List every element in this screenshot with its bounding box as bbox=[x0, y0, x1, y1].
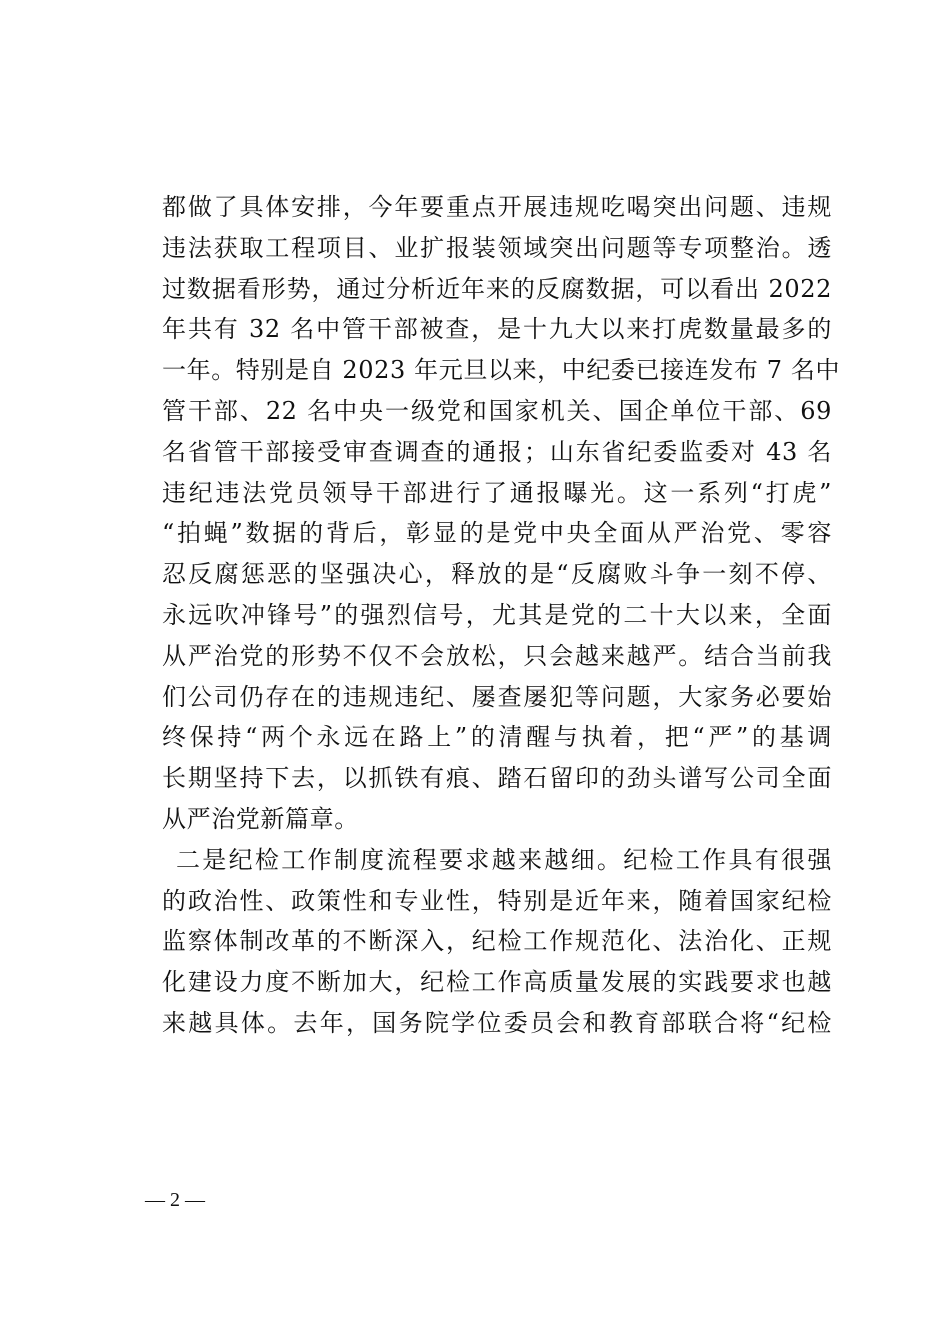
text-line: 终保持“两个永远在路上”的清醒与执着，把“严”的基调 bbox=[162, 723, 832, 752]
text-line: 长期坚持下去，以抓铁有痕、踏石留印的劲头谱写公司全面 bbox=[162, 764, 832, 793]
text-line: 从严治党的形势不仅不会放松，只会越来越严。结合当前我 bbox=[162, 641, 832, 670]
page-number: — 2 — bbox=[145, 1189, 205, 1211]
text-line: 违纪违法党员领导干部进行了通报曝光。这一系列“打虎” bbox=[162, 478, 832, 507]
text-line: 永远吹冲锋号”的强烈信号，尤其是党的二十大以来，全面 bbox=[162, 600, 832, 629]
text-line: 名省管干部接受审查调查的通报；山东省纪委监委对 43 名 bbox=[162, 437, 832, 466]
text-line: 违法获取工程项目、业扩报装领域突出问题等专项整治。透 bbox=[162, 233, 832, 262]
text-line: 的政治性、政策性和专业性，特别是近年来，随着国家纪检 bbox=[162, 886, 832, 915]
text-line: 都做了具体安排，今年要重点开展违规吃喝突出问题、违规 bbox=[162, 193, 832, 221]
paragraph-heading-line: 二是纪检工作制度流程要求越来越细。纪检工作具有很强 bbox=[176, 845, 832, 874]
text-line: 从严治党新篇章。 bbox=[162, 804, 359, 833]
text-line: 管干部、22 名中央一级党和国家机关、国企单位干部、69 bbox=[162, 396, 832, 425]
text-line: 年共有 32 名中管干部被查，是十九大以来打虎数量最多的 bbox=[162, 315, 832, 344]
text-line: 过数据看形势，通过分析近年来的反腐数据，可以看出 2022 bbox=[162, 274, 832, 303]
text-line: “拍蝇”数据的背后，彰显的是党中央全面从严治党、零容 bbox=[162, 519, 832, 548]
text-line: 来越具体。去年，国务院学位委员会和教育部联合将“纪检 bbox=[162, 1008, 832, 1037]
text-line: 监察体制改革的不断深入，纪检工作规范化、法治化、正规 bbox=[162, 927, 832, 956]
text-line: 们公司仍存在的违规违纪、屡查屡犯等问题，大家务必要始 bbox=[162, 682, 832, 711]
text-line: 忍反腐惩恶的坚强决心，释放的是“反腐败斗争一刻不停、 bbox=[162, 560, 832, 589]
document-body bbox=[162, 187, 841, 1044]
text-line: 一年。特别是自 2023 年元旦以来，中纪委已接连发布 7 名中 bbox=[162, 356, 841, 385]
text-line: 化建设力度不断加大，纪检工作高质量发展的实践要求也越 bbox=[162, 968, 832, 997]
